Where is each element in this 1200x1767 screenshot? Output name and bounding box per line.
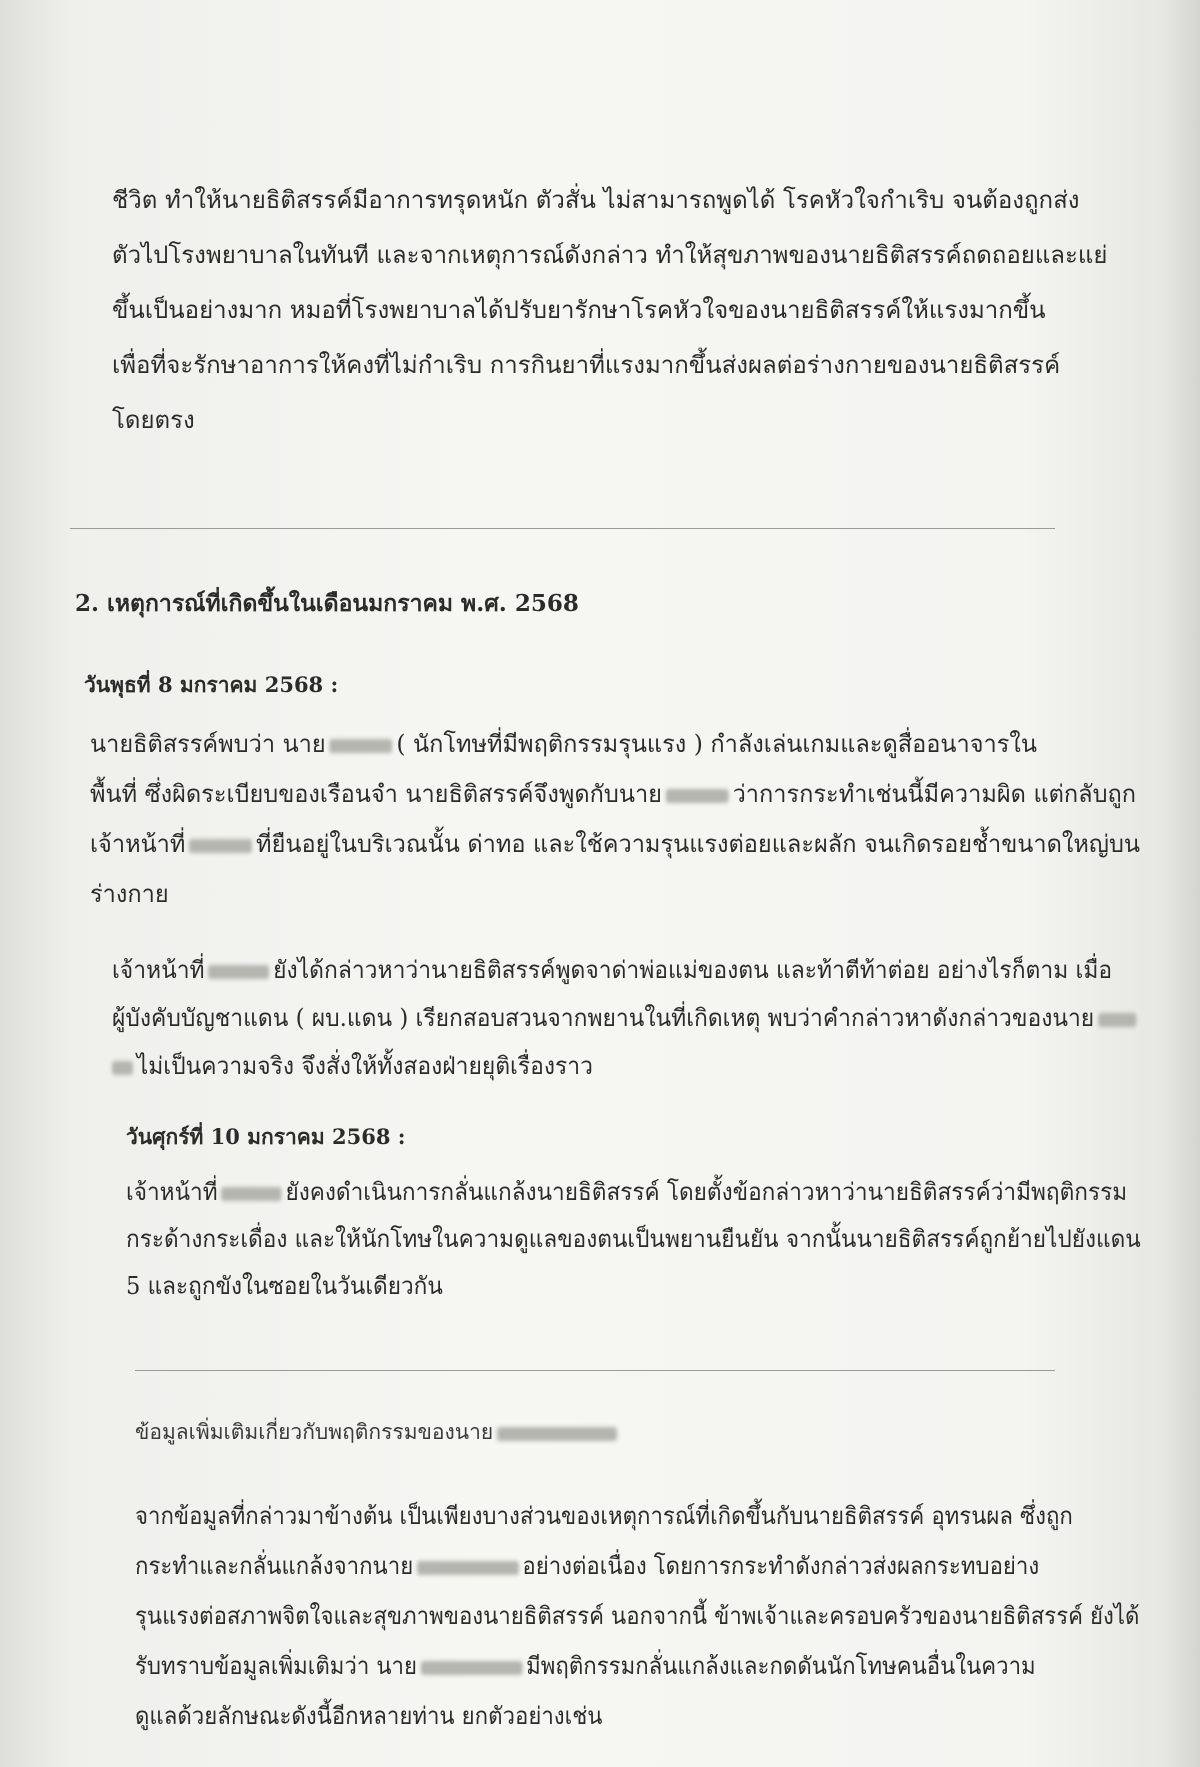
redacted-name: [221, 1187, 281, 1201]
text-line: กระด้างกระเดื่อง และให้นักโทษในความดูแลของตนเป็นพยานยืนยัน จากนั้นนายธิติสรรค์ถูกย้ายไปยังแดน: [126, 1225, 1141, 1253]
text-line: 5 และถูกขังในซอยในวันเดียวกัน: [126, 1272, 443, 1300]
divider: [70, 528, 1055, 529]
text-line: [135, 1546, 1139, 1596]
section-heading: 2. เหตุการณ์ที่เกิดขึ้นในเดือนมกราคม พ.ศ. 2568: [75, 590, 579, 617]
text-span: ว่าการกระทำเช่นนี้มีความผิด แต่กลับถูก: [732, 780, 1137, 808]
text-span: อย่างต่อเนื่อง โดยการกระทำดังกล่าวส่งผลกระทบอย่าง: [522, 1552, 1040, 1580]
text-line: ชีวิต ทำให้นายธิติสรรค์มีอาการทรุดหนัก ตัวสั่น ไม่สามารถพูดได้ โรคหัวใจกำเริบ จนต้องถูกส่ง: [112, 186, 1080, 214]
redacted-name: [208, 965, 269, 979]
text-line: [90, 774, 1140, 824]
text-span: รับทราบข้อมูลเพิ่มเติมว่า นาย: [135, 1652, 418, 1680]
text-line: เพื่อที่จะรักษาอาการให้คงที่ไม่กำเริบ การกินยาที่แรงมากขึ้นส่งผลต่อร่างกายของนายธิติสรรค์: [112, 351, 1061, 379]
text-span: ข้อมูลเพิ่มเติมเกี่ยวกับพฤติกรรมของนาย: [135, 1420, 494, 1444]
event-paragraph: [126, 1172, 1200, 1313]
divider: [135, 1370, 1055, 1371]
additional-info-paragraph: [135, 1496, 1200, 1746]
redacted-name: [330, 739, 393, 753]
text-line: [112, 950, 1140, 998]
text-line: [126, 1172, 1141, 1219]
event-paragraph: [90, 724, 1160, 924]
intro-paragraph: [112, 180, 1107, 455]
text-span: ไม่เป็นความจริง จึงสั่งให้ทั้งสองฝ่ายยุติเรื่องราว: [136, 1052, 593, 1080]
date-label: วันพุธที่ 8 มกราคม 2568 :: [84, 672, 339, 697]
text-line: [112, 1046, 1140, 1094]
text-span: ผู้บังคับบัญชาแดน ( ผบ.แดน ) เรียกสอบสวนจากพยานในที่เกิดเหตุ พบว่าคำกล่าวหาดังกล่าวของนาย: [112, 1004, 1095, 1032]
text-span: มีพฤติกรรมกลั่นแกล้งและกดดันนักโทษคนอื่นในความ: [526, 1652, 1036, 1680]
redacted-name: [1098, 1013, 1136, 1027]
text-span: กระทำและกลั่นแกล้งจากนาย: [135, 1552, 414, 1580]
text-span: ( นักโทษที่มีพฤติกรรมรุนแรง ) กำลังเล่นเกมและดูสื่ออนาจารใน: [396, 730, 1037, 758]
text-line: รุนแรงต่อสภาพจิตใจและสุขภาพของนายธิติสรรค์ นอกจากนี้ ข้าพเจ้าและครอบครัวของนายธิติสรรค์ ยังได้: [135, 1602, 1140, 1630]
text-span: ยังได้กล่าวหาว่านายธิติสรรค์พูดจาด่าพ่อแม่ของตน และท้าตีท้าต่อย อย่างไรก็ตาม เมื่อ: [273, 956, 1113, 984]
text-line: [90, 824, 1140, 874]
additional-info-title: [135, 1416, 621, 1449]
text-span: ที่ยืนอยู่ในบริเวณนั้น ด่าทอ และใช้ความรุนแรงต่อยและผลัก จนเกิดรอยช้ำขนาดใหญ่บน: [256, 830, 1141, 858]
text-span: ยังคงดำเนินการกลั่นแกล้งนายธิติสรรค์ โดยตั้งข้อกล่าวหาว่านายธิติสรรค์ว่ามีพฤติกรรม: [285, 1178, 1128, 1206]
text-line: ขึ้นเป็นอย่างมาก หมอที่โรงพยาบาลได้ปรับยารักษาโรคหัวใจของนายธิติสรรค์ให้แรงมากขึ้น: [112, 296, 1046, 324]
redacted-name: [497, 1427, 617, 1441]
text-line: ร่างกาย: [90, 880, 169, 908]
text-line: ดูแลด้วยลักษณะดังนี้อีกหลายท่าน ยกตัวอย่างเช่น: [135, 1702, 603, 1730]
date-label: วันศุกร์ที่ 10 มกราคม 2568 :: [126, 1124, 406, 1149]
text-line: โดยตรง: [112, 406, 195, 434]
event-paragraph: [112, 950, 1192, 1094]
text-line: [135, 1646, 1139, 1696]
redacted-name: [112, 1061, 133, 1075]
text-span: นายธิติสรรค์พบว่า นาย: [90, 730, 326, 758]
text-span: เจ้าหน้าที่: [90, 830, 186, 858]
redacted-name: [666, 789, 729, 803]
text-line: จากข้อมูลที่กล่าวมาข้างต้น เป็นเพียงบางส่วนของเหตุการณ์ที่เกิดขึ้นกับนายธิติสรรค์ อุทรนผล ซึ่งถูก: [135, 1502, 1073, 1530]
text-span: เจ้าหน้าที่: [112, 956, 205, 984]
text-line: ตัวไปโรงพยาบาลในทันที และจากเหตุการณ์ดังกล่าว ทำให้สุขภาพของนายธิติสรรค์ถดถอยและแย่: [112, 241, 1108, 269]
text-span: พื้นที่ ซึ่งผิดระเบียบของเรือนจำ นายธิติสรรค์จึงพูดกับนาย: [90, 780, 662, 808]
redacted-name: [421, 1661, 523, 1675]
text-span: เจ้าหน้าที่: [126, 1178, 218, 1206]
text-line: [90, 724, 1140, 774]
redacted-name: [417, 1561, 519, 1575]
text-line: [112, 998, 1140, 1046]
redacted-name: [189, 839, 252, 853]
